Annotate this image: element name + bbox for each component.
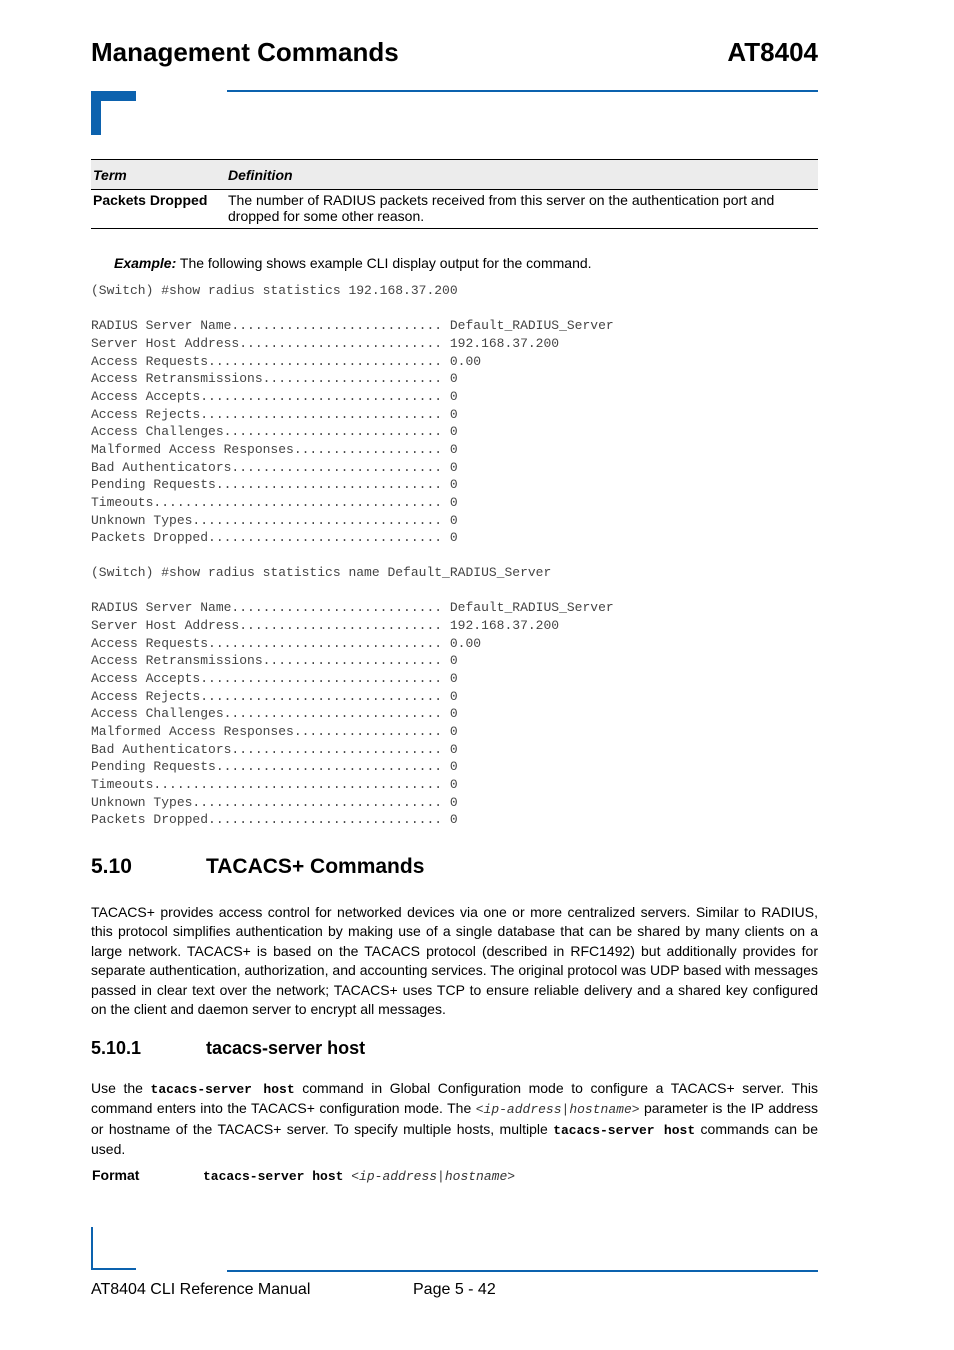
section-heading (91, 855, 424, 879)
subsection-heading (91, 1038, 365, 1059)
table-header-definition: Definition (226, 160, 818, 190)
cli-output-block-2: (Switch) #show radius statistics name Default_RADIUS_Server RADIUS Server Name........................... Default_RADIUS_Server Server Host Address.......................... 192.168.37.200 Access Requests.............................. 0.00 Access Retransmissions....................... 0 Access Accepts............................... 0 Access Rejects............................... 0 Access Challenges............................ 0 Malformed Access Responses................... 0 Bad Authenticators........................... 0 Pending Requests............................. 0 Timeouts..................................... 0 Unknown Types................................ 0 Packets Dropped.............................. 0 (91, 565, 614, 828)
subsection-title: tacacs-server host (206, 1038, 366, 1058)
footer-manual-title: AT8404 CLI Reference Manual (91, 1281, 311, 1298)
table-cell-definition: The number of RADIUS packets received from this server on the authentication port and dropped for some other reason. (226, 190, 818, 229)
term-definition-table (91, 159, 818, 229)
command-name-1: tacacs-server host (150, 1082, 295, 1097)
footer-mark-vertical (91, 1227, 93, 1270)
subsection-paragraph (91, 1079, 818, 1160)
section-title: TACACS+ Commands (206, 855, 425, 878)
format-syntax (203, 1168, 515, 1184)
para-text-1: Use the (91, 1080, 151, 1096)
corner-mark-horizontal (91, 91, 136, 101)
para-text-2: command in Global Configuration mode to configure a TACACS+ server. This command enters into the TACACS+ configuration mode. The (91, 1080, 818, 1117)
table-row (91, 190, 818, 229)
header-product: AT8404 (727, 37, 818, 67)
example-label: Example: (114, 255, 177, 271)
table-header-row (91, 160, 818, 190)
subsection-number: 5.10.1 (91, 1038, 142, 1058)
para-text-4: commands can be used. (91, 1120, 818, 1158)
footer-rule (227, 1270, 818, 1272)
example-text: The following shows example CLI display output for the command. (176, 255, 592, 271)
section-paragraph: TACACS+ provides access control for networked devices via one or more centralized servers. Similar to RADIUS, this protocol simplifies authentication by making use of a single database that can be shared by many clients on a large network. TACACS+ is based on the TACACS protocol (described in RFC1492) but additionally provides for separate authentication, authorization, and accounting services. The original protocol was UDP based with messages passed in clear text over the network; TACACS+ uses TCP to ensure reliable delivery and a shared key configured on the client and daemon server to encrypt all messages. (91, 904, 818, 1018)
table-header-term: Term (91, 160, 226, 190)
parameter-name: <ip-address|hostname> (475, 1102, 640, 1118)
format-command: tacacs-server host (203, 1169, 344, 1184)
header-title: Management Commands (91, 37, 399, 67)
command-name-2: tacacs-server host (553, 1122, 696, 1138)
header-rule (227, 90, 818, 92)
footer-mark-horizontal (91, 1268, 136, 1270)
format-label: Format (92, 1167, 140, 1183)
format-parameter: <ip-address|hostname> (343, 1169, 516, 1184)
section-number: 5.10 (91, 855, 132, 878)
footer-page-number: Page 5 - 42 (413, 1281, 496, 1298)
cli-output-block-1: (Switch) #show radius statistics 192.168.37.200 RADIUS Server Name........................... Default_RADIUS_Server Server Host Address.......................... 192.168.37.200 Access Requests.............................. 0.00 Access Retransmissions....................... 0 Access Accepts............................... 0 Access Rejects............................... 0 Access Challenges............................ 0 Malformed Access Responses................... 0 Bad Authenticators........................... 0 Pending Requests............................. 0 Timeouts..................................... 0 Unknown Types................................ 0 Packets Dropped.............................. 0 (91, 283, 614, 546)
example-line (114, 255, 592, 271)
para-text-3: parameter is the IP address or hostname of the TACACS+ server. To specify multiple hosts, multiple (91, 1100, 819, 1137)
table-cell-term: Packets Dropped (91, 190, 226, 229)
